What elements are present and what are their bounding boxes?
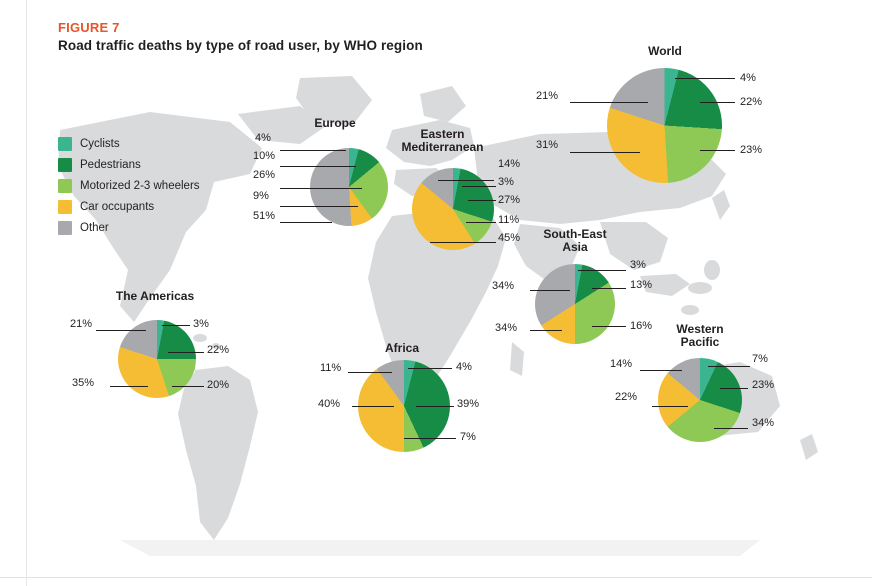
leader-wp-34 xyxy=(714,428,748,429)
legend-label-other: Other xyxy=(80,222,109,234)
leader-europe-51 xyxy=(280,222,332,223)
legend xyxy=(58,135,200,240)
value-em-car-occupants: 45% xyxy=(498,232,521,244)
legend-item-cyclists xyxy=(58,135,200,153)
pie-title-africa: Africa xyxy=(384,341,419,355)
legend-item-car-occupants xyxy=(58,198,200,216)
pie-title-line2: Pacific xyxy=(680,335,720,349)
leader-em-11 xyxy=(466,222,496,223)
value-em-cyclists: 3% xyxy=(498,176,514,188)
pie-title-line1: South-East xyxy=(543,227,607,241)
pie-title-eastern-mediterranean xyxy=(385,128,500,154)
legend-item-pedestrians xyxy=(58,156,200,174)
value-em-motorized: 11% xyxy=(498,214,520,226)
legend-label-cyclists: Cyclists xyxy=(80,138,120,150)
leader-americas-3 xyxy=(162,325,190,326)
leader-world-4 xyxy=(675,78,735,79)
legend-item-other xyxy=(58,219,200,237)
legend-swatch-pedestrians xyxy=(58,158,72,172)
value-em-pedestrians: 27% xyxy=(498,194,521,206)
leader-europe-26 xyxy=(280,188,362,189)
leader-wp-22 xyxy=(652,406,688,407)
value-americas-car-occupants: 35% xyxy=(72,377,95,389)
value-africa-pedestrians: 39% xyxy=(457,398,480,410)
pie-title-line1: Eastern xyxy=(420,127,465,141)
value-em-other: 14% xyxy=(498,158,521,170)
leader-africa-7 xyxy=(404,438,456,439)
value-europe-other: 51% xyxy=(253,210,276,222)
page-title: Road traffic deaths by type of road user, by WHO region xyxy=(58,38,423,53)
value-wp-pedestrians: 23% xyxy=(752,379,775,391)
pie-title-south-east-asia xyxy=(520,228,630,254)
leader-wp-14 xyxy=(640,370,682,371)
value-wp-motorized: 34% xyxy=(752,417,775,429)
value-europe-pedestrians: 10% xyxy=(253,150,276,162)
value-americas-pedestrians: 22% xyxy=(207,344,230,356)
pie-title-line2: Asia xyxy=(562,240,588,254)
pie-title-europe: Europe xyxy=(314,116,356,130)
value-wp-car-occupants: 22% xyxy=(615,391,638,403)
value-sea-other: 34% xyxy=(492,280,515,292)
bottom-rule xyxy=(0,577,872,578)
legend-swatch-other xyxy=(58,221,72,235)
pie-title-line2: Mediterranean xyxy=(401,140,484,154)
legend-label-pedestrians: Pedestrians xyxy=(80,159,141,171)
leader-world-22 xyxy=(700,102,735,103)
value-americas-cyclists: 3% xyxy=(193,318,209,330)
leader-europe-9 xyxy=(280,206,358,207)
legend-swatch-motorized xyxy=(58,179,72,193)
value-africa-car-occupants: 40% xyxy=(318,398,341,410)
legend-swatch-car-occupants xyxy=(58,200,72,214)
value-africa-cyclists: 4% xyxy=(456,361,472,373)
legend-label-motorized: Motorized 2-3 wheelers xyxy=(80,180,200,192)
value-europe-cyclists: 4% xyxy=(255,132,271,144)
leader-africa-11 xyxy=(348,372,392,373)
leader-europe-10 xyxy=(280,166,356,167)
value-americas-motorized: 20% xyxy=(207,379,230,391)
pie-europe xyxy=(310,148,388,226)
pie-world xyxy=(607,68,722,183)
leader-europe-4 xyxy=(280,150,346,151)
value-wp-cyclists: 7% xyxy=(752,353,768,365)
value-africa-motorized: 7% xyxy=(460,431,476,443)
value-sea-cyclists: 3% xyxy=(630,259,646,271)
value-world-car-occupants: 31% xyxy=(536,139,559,151)
value-sea-car-occupants: 34% xyxy=(495,322,518,334)
leader-world-23 xyxy=(700,150,735,151)
leader-americas-20 xyxy=(172,386,204,387)
value-world-motorized: 23% xyxy=(740,144,763,156)
value-sea-motorized: 16% xyxy=(630,320,653,332)
leader-sea-16 xyxy=(530,330,562,331)
leader-sea-34-grey xyxy=(530,290,570,291)
pie-title-world: World xyxy=(648,44,682,58)
legend-swatch-cyclists xyxy=(58,137,72,151)
leader-americas-35 xyxy=(110,386,148,387)
value-world-pedestrians: 22% xyxy=(740,96,763,108)
leader-world-31 xyxy=(570,152,640,153)
leader-africa-39 xyxy=(416,406,454,407)
value-wp-other: 14% xyxy=(610,358,633,370)
leader-sea-3 xyxy=(578,270,626,271)
pie-title-western-pacific xyxy=(645,323,755,349)
leader-americas-22 xyxy=(168,352,204,353)
leader-africa-4 xyxy=(408,368,452,369)
value-africa-other: 11% xyxy=(320,362,342,374)
leader-wp-23 xyxy=(720,388,748,389)
value-world-other: 21% xyxy=(536,90,559,102)
legend-item-motorized-2-3-wheelers xyxy=(58,177,200,195)
leader-sea-34-green xyxy=(592,326,626,327)
leader-sea-13 xyxy=(592,288,626,289)
value-americas-other: 21% xyxy=(70,318,93,330)
leader-wp-7 xyxy=(708,366,750,367)
leader-world-21 xyxy=(570,102,648,103)
legend-label-car-occupants: Car occupants xyxy=(80,201,155,213)
leader-em-14 xyxy=(438,180,494,181)
value-europe-car-occupants: 9% xyxy=(253,190,269,202)
value-europe-motorized: 26% xyxy=(253,169,276,181)
pie-title-line1: Western xyxy=(676,322,724,336)
pie-title-the-americas: The Americas xyxy=(115,289,195,303)
value-world-cyclists: 4% xyxy=(740,72,756,84)
leader-em-27 xyxy=(468,200,496,201)
leader-em-3 xyxy=(462,186,496,187)
figure-label: FIGURE 7 xyxy=(58,20,120,35)
value-sea-pedestrians: 13% xyxy=(630,279,653,291)
leader-americas-21 xyxy=(96,330,146,331)
leader-em-45 xyxy=(430,242,496,243)
leader-africa-40 xyxy=(352,406,394,407)
pie-south-east-asia xyxy=(535,264,615,344)
